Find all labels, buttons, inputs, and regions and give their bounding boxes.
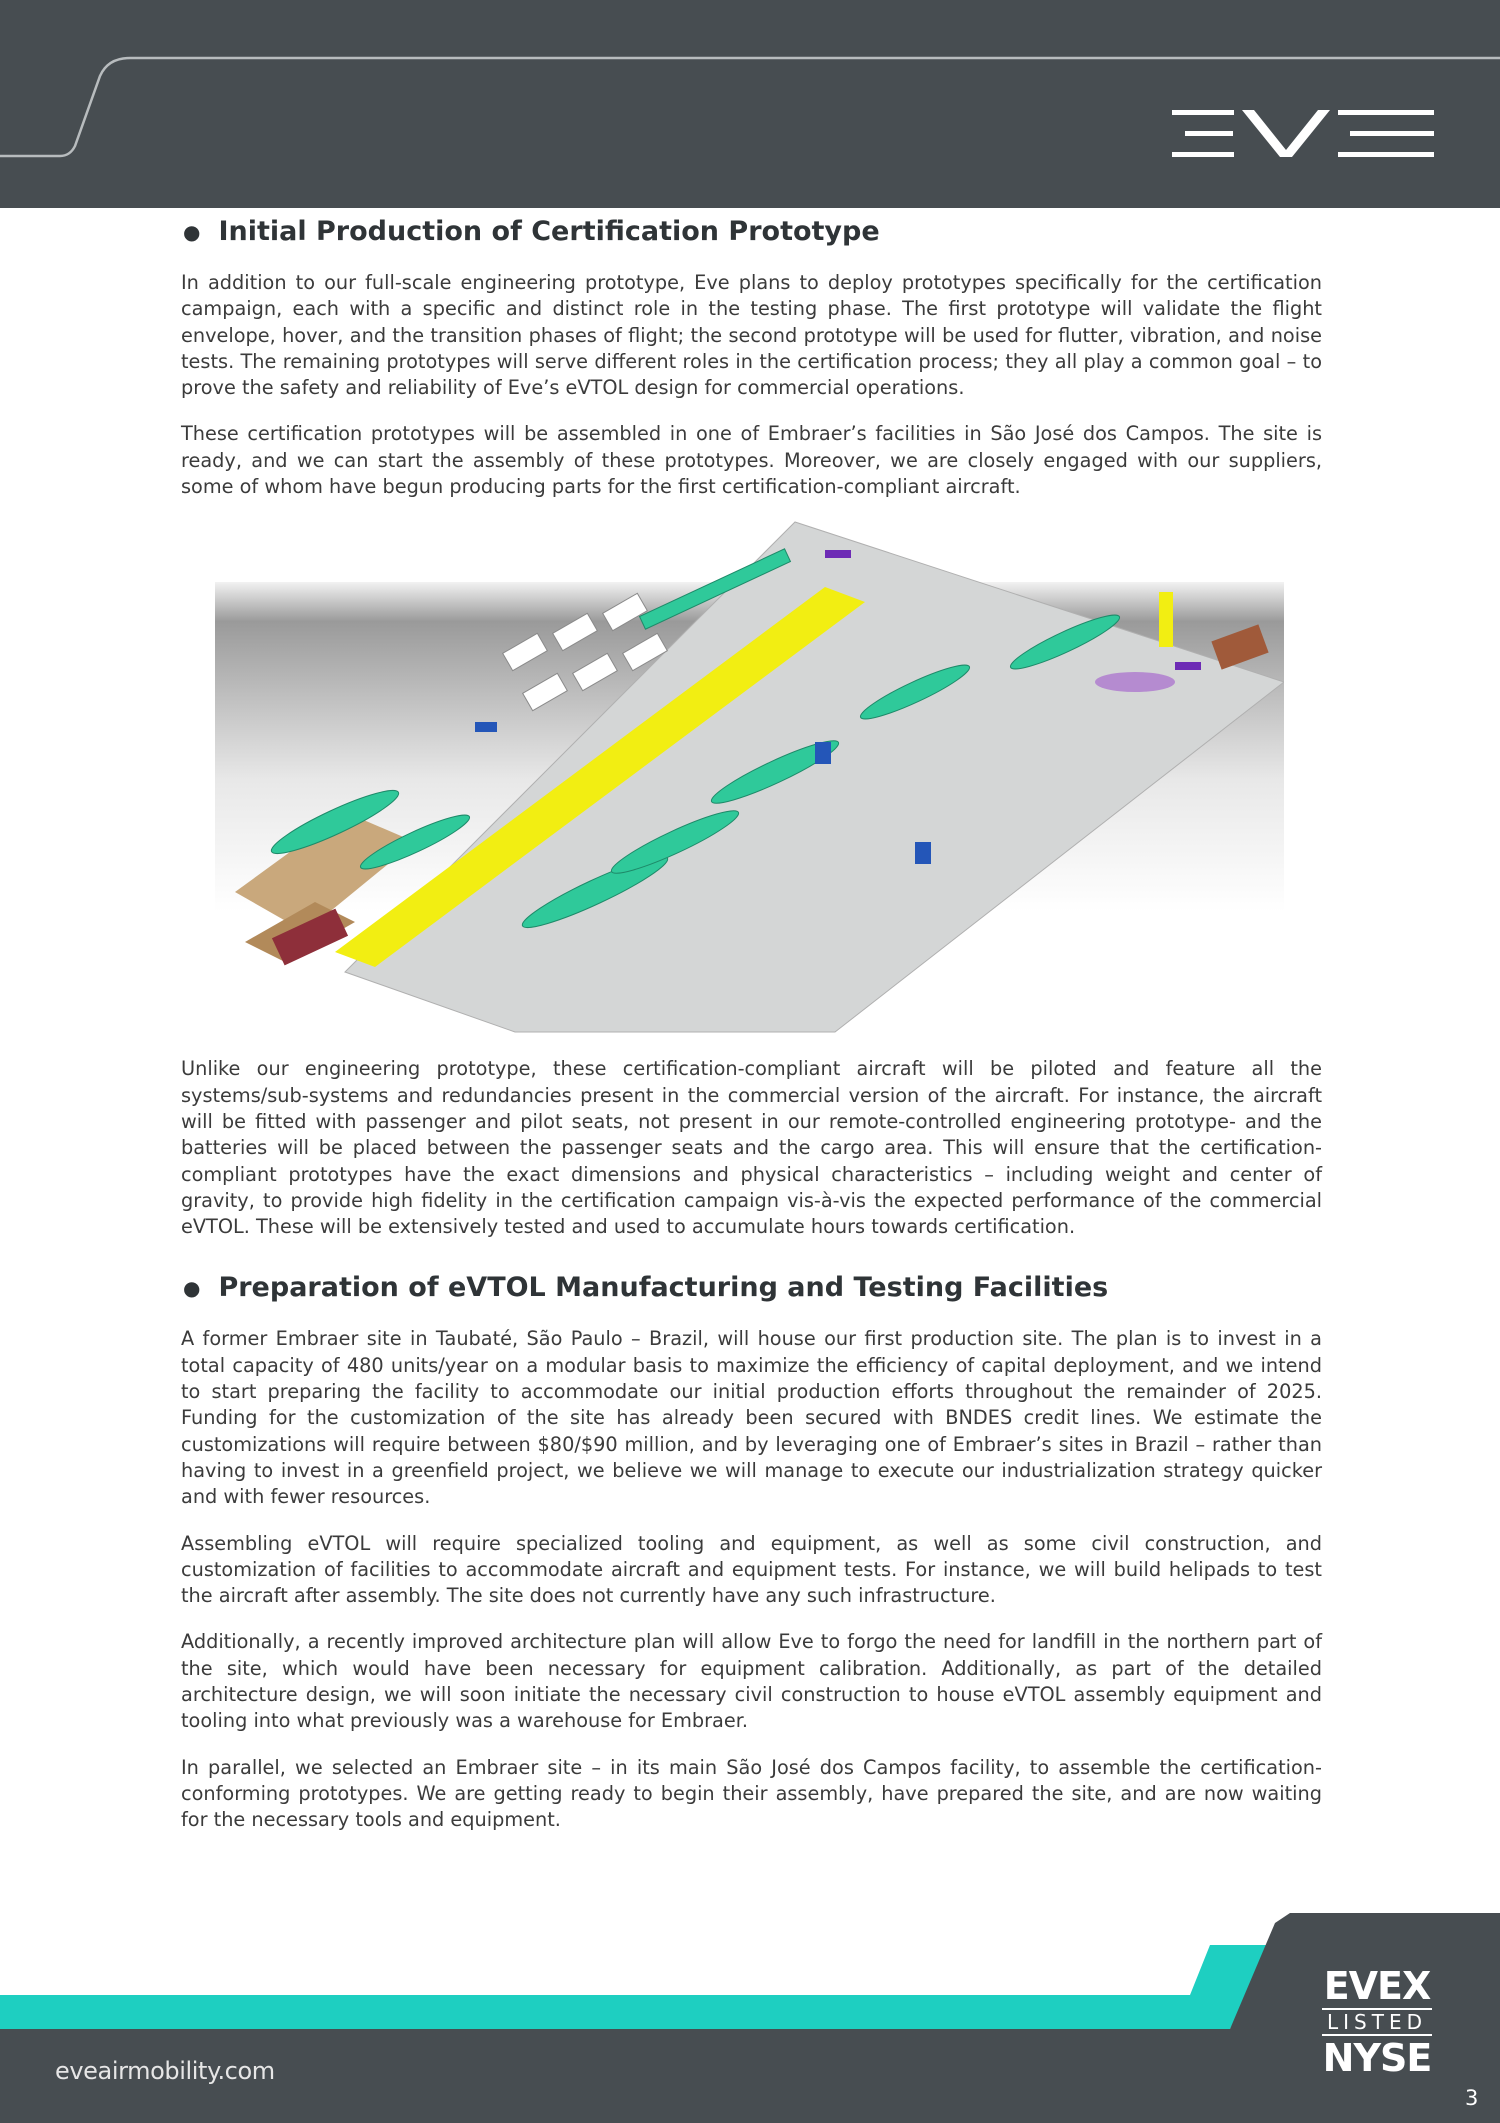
footer-decoration: [0, 1905, 1500, 2123]
website-link[interactable]: eveairmobility.com: [55, 2057, 275, 2085]
paragraph: In parallel, we selected an Embraer site – in its main São José dos Campos facility, to assemble the certification-conforming prototypes. We are getting ready to begin their assembly, have prepared the site, and are now waiting for the necessary tools and equipment.: [181, 1755, 1322, 1832]
section-heading-facilities: [181, 1266, 1322, 1310]
section-heading-prototype: [181, 210, 1322, 254]
paragraph: A former Embraer site in Taubaté, São Paulo – Brazil, will house our first production site. The plan is to invest in a total capacity of 480 units/year on a modular basis to maximize the efficiency of capital deployment, and we intend to start preparing the facility to accommodate our initial production efforts throughout the remainder of 2025. Funding for the customization of the site has already been secured with BNDES credit lines. We estimate the customizations will require between $80/$90 million, and by leveraging one of Embraer’s sites in Brazil – rather than having to invest in a greenfield project, we believe we will manage to execute our industrialization strategy quicker and with fewer resources.: [181, 1327, 1322, 1509]
page-footer: [0, 1905, 1500, 2123]
exchange-text: NYSE: [1322, 2036, 1432, 2080]
page-body: [181, 210, 1322, 1834]
section-title: Initial Production of Certification Prototype: [218, 216, 880, 247]
eve-logo: [1172, 110, 1434, 157]
header-decoration: [0, 0, 1500, 208]
nyse-listing-badge: [1318, 1966, 1436, 2078]
factory-floor-figure: [215, 512, 1284, 1042]
page-header: [0, 0, 1500, 208]
paragraph: Unlike our engineering prototype, these certification-compliant aircraft will be piloted and feature all the systems/sub-systems and redundancies present in the commercial version of the aircraft. For instance, the aircraft will be fitted with passenger and pilot seats, not present in our remote-controlled engineering prototype- and the batteries will be placed between the passenger seats and the cargo area. This will ensure that the certification-compliant prototypes have the exact dimensions and physical characteristics – including weight and center of gravity, to provide high fidelity in the certification campaign vis-à-vis the expected performance of the commercial eVTOL. These will be extensively tested and used to accumulate hours towards certification.: [181, 1057, 1322, 1239]
listing-status-text: LISTED: [1322, 2008, 1432, 2036]
factory-floor-illustration-icon: [215, 512, 1284, 1042]
paragraph: These certification prototypes will be assembled in one of Embraer’s facilities in São José dos Campos. The site is ready, and we can start the assembly of these prototypes. Moreover, we are closely engaged with our suppliers, some of whom have begun producing parts for the first certification-compliant aircraft.: [181, 422, 1322, 499]
section-title: Preparation of eVTOL Manufacturing and Testing Facilities: [218, 1272, 1109, 1304]
paragraph: Assembling eVTOL will require specialized tooling and equipment, as well as some civil construction, and customization of facilities to accommodate aircraft and equipment tests. For instance, we will build helipads to test the aircraft after assembly. The site does not currently have any such infrastructure.: [181, 1531, 1322, 1608]
bullet-icon: ●: [183, 1276, 201, 1301]
paragraph: In addition to our full-scale engineering prototype, Eve plans to deploy prototypes specifically for the certification campaign, each with a specific and distinct role in the testing phase. The first prototype will validate the flight envelope, hover, and the transition phases of flight; the second prototype will be used for flutter, vibration, and noise tests. The remaining prototypes will serve different roles in the certification process; they all play a common goal – to prove the safety and reliability of Eve’s eVTOL design for commercial operations.: [181, 271, 1322, 400]
page-number: 3: [1465, 2086, 1479, 2110]
ticker-text: EVEX: [1323, 1964, 1431, 2008]
paragraph: Additionally, a recently improved architecture plan will allow Eve to forgo the need for landfill in the northern part of the site, which would have been necessary for equipment calibration. Additionally, as part of the detailed architecture design, we will soon initiate the necessary civil construction to house eVTOL assembly equipment and tooling into what previously was a warehouse for Embraer.: [181, 1630, 1322, 1733]
bullet-icon: ●: [183, 220, 201, 244]
